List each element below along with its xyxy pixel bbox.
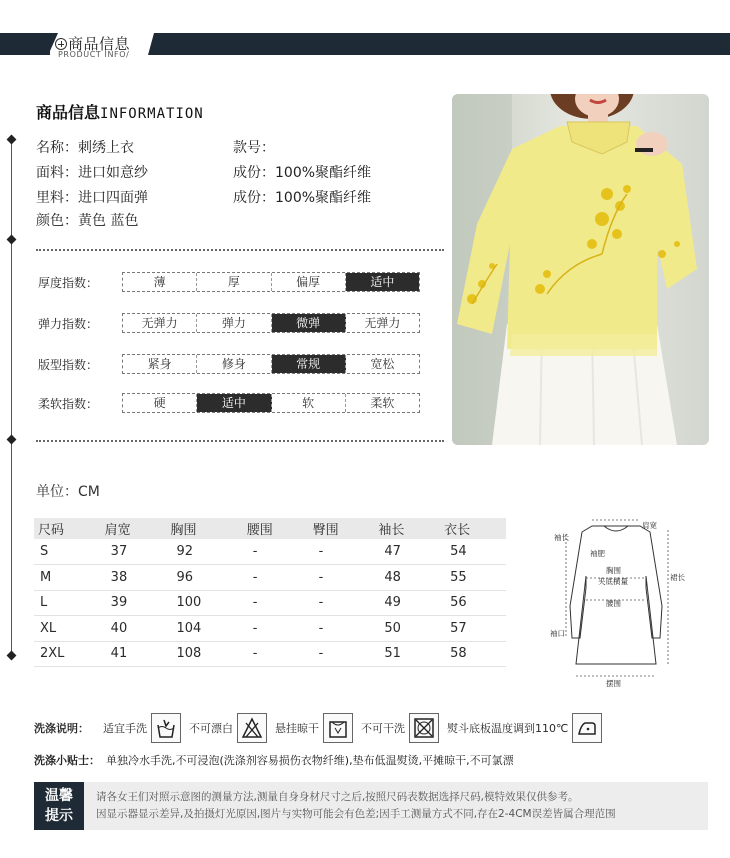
diagram-label-armhole: 袖肥: [590, 549, 605, 558]
table-header-cell: 尺码: [34, 518, 101, 539]
spec-composition: 成份：100%聚酯纤维: [233, 165, 372, 181]
side-dot: [7, 435, 17, 445]
wash-item: 熨斗底板温度调到110℃: [447, 713, 602, 743]
table-cell: L: [34, 590, 101, 616]
no-dry-clean-icon: [409, 713, 439, 743]
diagram-label-hem: 摆围: [606, 679, 621, 688]
table-cell: 54: [440, 539, 506, 565]
table-cell: -: [309, 565, 375, 591]
table-cell: 108: [166, 641, 242, 667]
table-cell: 92: [166, 539, 242, 565]
table-cell: 58: [440, 641, 506, 667]
table-header-cell: 衣长: [440, 518, 506, 539]
table-cell: -: [243, 565, 309, 591]
index-label: 弹力指数：: [38, 317, 99, 331]
banner-title: 商品信息: [55, 33, 130, 54]
table-cell: 49: [374, 590, 440, 616]
table-row: [34, 539, 506, 565]
spec-style-no: 款号：: [233, 140, 275, 156]
table-row: [34, 616, 506, 642]
unit-label: 单位：CM: [36, 484, 100, 500]
side-decoration-line: [11, 140, 12, 660]
index-option: 弹力: [197, 314, 271, 332]
measurement-diagram: [542, 516, 690, 690]
table-cell: XL: [34, 616, 101, 642]
washing-heading: 洗涤说明：: [34, 722, 89, 735]
divider: [36, 440, 444, 442]
index-scale: [122, 393, 420, 413]
wash-item: 不可干洗: [361, 713, 439, 743]
spec-name: 名称：刺绣上衣: [36, 140, 134, 156]
spec-color: 颜色：黄色 蓝色: [36, 213, 139, 229]
info-heading: 商品信息INFORMATION: [36, 103, 204, 122]
table-cell: 104: [166, 616, 242, 642]
notice-badge: 温馨 提示: [34, 782, 84, 830]
table-row: [34, 641, 506, 667]
table-cell: 40: [101, 616, 167, 642]
diagram-label-underarm: 夹底横量: [598, 577, 628, 586]
spec-fabric: 面料：进口如意纱: [36, 165, 148, 181]
index-option: 修身: [197, 355, 271, 373]
index-option: 宽松: [370, 357, 395, 371]
table-cell: -: [243, 590, 309, 616]
table-cell: 48: [374, 565, 440, 591]
table-header-cell: 袖长: [374, 518, 440, 539]
index-label: 柔软指数：: [38, 397, 99, 411]
banner-bar-right: [148, 33, 730, 55]
side-dot: [7, 135, 17, 145]
hand-wash-icon: [151, 713, 181, 743]
diagram-label-waist: 腰围: [606, 599, 621, 608]
notice-line: 请各女王们对照示意图的测量方法,测量自身身材尺寸之后,按照尺码表数据选择尺码,模特效果仅供参考。: [96, 791, 579, 803]
diagram-label-chest: 胸围: [606, 566, 621, 575]
index-option: 硬: [123, 394, 197, 412]
wash-item: 适宜手洗: [103, 713, 181, 743]
table-cell: -: [309, 590, 375, 616]
index-option: 厚: [197, 273, 271, 291]
table-header-cell: 臀围: [309, 518, 375, 539]
table-cell: 51: [374, 641, 440, 667]
table-cell: -: [243, 539, 309, 565]
index-option: 薄: [123, 273, 197, 291]
index-scale: [122, 272, 420, 292]
index-option-selected: 微弹: [272, 314, 346, 332]
banner-bar-left: [0, 33, 50, 55]
table-cell: 39: [101, 590, 167, 616]
divider: [36, 249, 444, 251]
index-option: 偏厚: [272, 273, 346, 291]
table-row: [34, 565, 506, 591]
table-header-cell: 肩宽: [101, 518, 167, 539]
washing-tips: 洗涤小贴士： 单独冷水手洗,不可浸泡(洗涤剂容易损伤衣物纤维),垫布低温熨烫,平摊晾干,不可氯漂: [34, 754, 514, 767]
table-cell: -: [243, 616, 309, 642]
index-option: 紧身: [123, 355, 197, 373]
table-cell: 96: [166, 565, 242, 591]
index-option: 无弹力: [364, 316, 401, 330]
table-cell: 56: [440, 590, 506, 616]
washing-row: [34, 711, 694, 745]
spec-lining-composition: 成份：100%聚酯纤维: [233, 190, 372, 206]
index-option: 软: [272, 394, 346, 412]
iron-icon: [572, 713, 602, 743]
index-option: 柔软: [370, 396, 395, 410]
index-label: 版型指数：: [38, 358, 99, 372]
table-cell: 50: [374, 616, 440, 642]
table-cell: 37: [101, 539, 167, 565]
index-scale: [122, 354, 420, 374]
table-cell: 55: [440, 565, 506, 591]
table-cell: 47: [374, 539, 440, 565]
notice-body: [84, 782, 708, 830]
spec-lining: 里料：进口四面弹: [36, 190, 148, 206]
hang-dry-icon: [323, 713, 353, 743]
table-cell: -: [309, 616, 375, 642]
index-option-selected: 常规: [272, 355, 346, 373]
no-bleach-icon: [237, 713, 267, 743]
table-cell: -: [309, 539, 375, 565]
notice-line: 因显示器显示差异,及拍摄灯光原因,图片与实物可能会有色差;因手工测量方式不同,存在2-4CM误差皆属合理范围: [96, 808, 616, 820]
table-cell: 57: [440, 616, 506, 642]
banner-subtitle: PRODUCT INFO/: [58, 50, 130, 59]
table-cell: 2XL: [34, 641, 101, 667]
diagram-label-cuff: 袖口: [550, 629, 565, 638]
table-header-cell: 腰围: [243, 518, 309, 539]
table-cell: 100: [166, 590, 242, 616]
table-header-cell: 胸围: [166, 518, 242, 539]
plus-circle-icon: [55, 38, 67, 50]
wash-item: 不可漂白: [189, 713, 267, 743]
wash-item: 悬挂晾干: [275, 713, 353, 743]
side-dot: [7, 651, 17, 661]
diagram-label-shoulder: 肩宽: [642, 521, 657, 530]
table-cell: S: [34, 539, 101, 565]
index-label: 厚度指数：: [38, 276, 99, 290]
table-cell: 38: [101, 565, 167, 591]
table-row: [34, 590, 506, 616]
product-photo: [452, 94, 709, 445]
side-dot: [7, 235, 17, 245]
index-option-selected: 适中: [346, 273, 419, 291]
size-table: [34, 518, 506, 667]
index-option-selected: 适中: [197, 394, 271, 412]
table-cell: M: [34, 565, 101, 591]
diagram-label-sleeve: 袖长: [554, 533, 569, 542]
index-scale: [122, 313, 420, 333]
diagram-label-length: 裙长: [670, 573, 685, 582]
table-cell: 41: [101, 641, 167, 667]
table-cell: -: [243, 641, 309, 667]
table-cell: -: [309, 641, 375, 667]
index-option: 无弹力: [123, 314, 197, 332]
